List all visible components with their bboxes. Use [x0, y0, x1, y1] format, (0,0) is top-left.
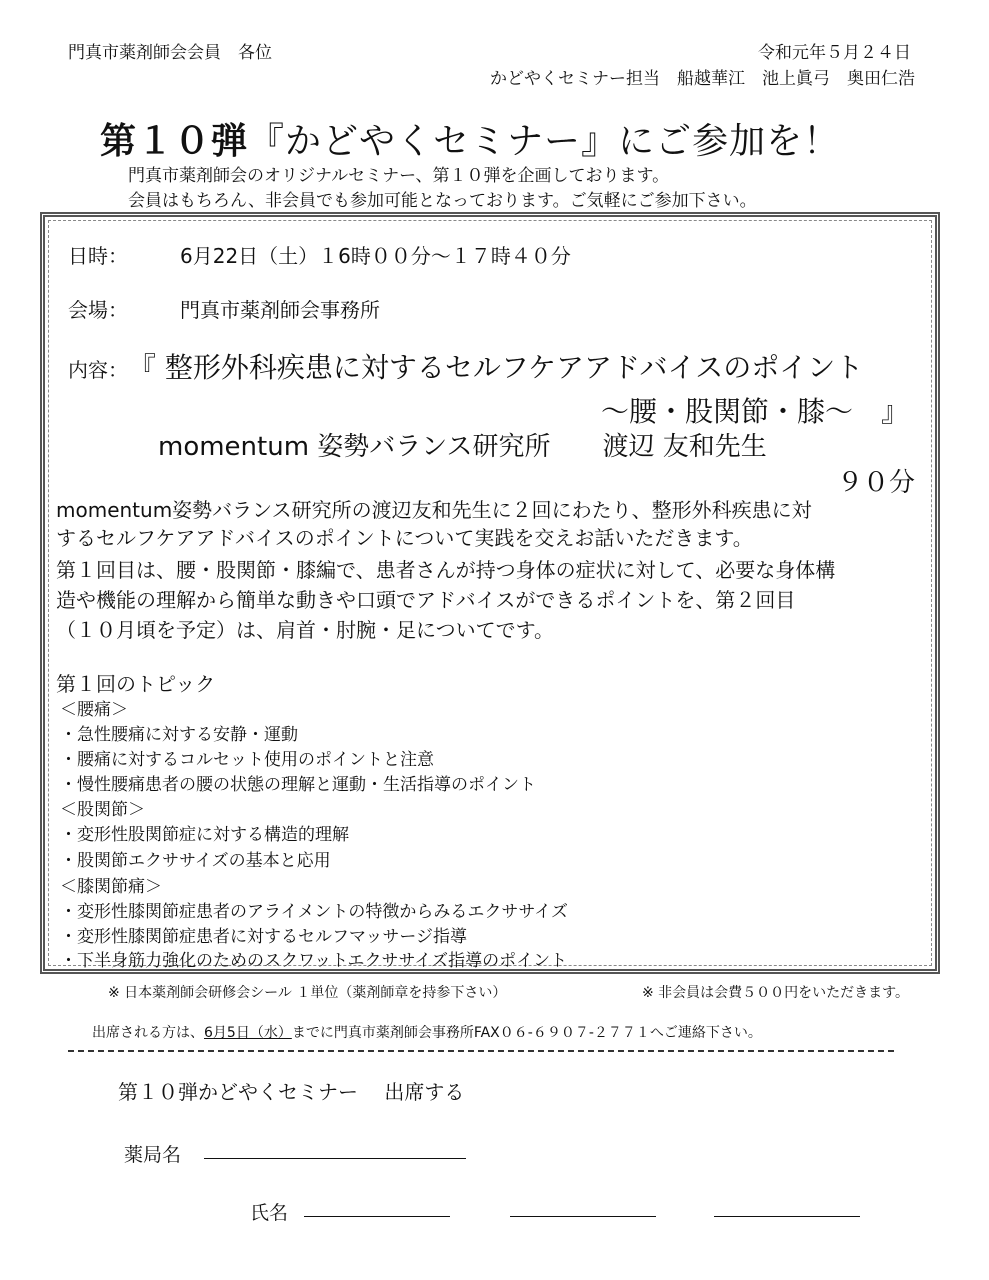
- title-suffix: にご参加を！: [618, 121, 841, 162]
- rsvp-suffix: までに門真市薬剤師会事務所FAX０６-６９０７-２７７１へご連絡下さい。: [291, 1025, 762, 1041]
- description-line-2: するセルフケアアドバイスのポイントについて実践を交えお話いただきます。: [56, 526, 753, 550]
- duration: ９０分: [836, 468, 915, 498]
- venue-label: 会場：: [68, 298, 128, 322]
- attendee-name-field-1[interactable]: [304, 1216, 450, 1217]
- topic-item: ・変形性膝関節症患者のアライメントの特徴からみるエクササイズ: [60, 902, 568, 922]
- description-line-5: （１０月頃を予定）は、肩首・肘腕・足についてです。: [56, 618, 554, 642]
- topic-item: ・変形性股関節症に対する構造的理解: [60, 825, 349, 845]
- content-title: 『 整形外科疾患に対するセルフケアアドバイスのポイント: [128, 351, 864, 384]
- page-title: [100, 113, 840, 164]
- title-name: かどやくセミナー: [285, 121, 582, 162]
- organizers: かどやくセミナー担当 船越華江 池上眞弓 奥田仁浩: [490, 69, 915, 89]
- form-title: 第１０弾かどやくセミナー 出席する: [118, 1080, 465, 1104]
- title-main: 第１０弾: [100, 121, 249, 162]
- description-line-4: 造や機能の理解から簡単な動きや口頭でアドバイスができるポイントを、第２回目: [56, 588, 796, 612]
- rsvp-prefix: 出席される方は、: [92, 1025, 204, 1041]
- content-label: 内容：: [68, 358, 128, 382]
- attendee-name-field-2[interactable]: [510, 1216, 656, 1217]
- topic-item: ＜膝関節痛＞: [60, 877, 162, 897]
- description-line-3: 第１回目は、腰・股関節・膝編で、患者さんが持つ身体の症状に対して、必要な身体構: [56, 558, 836, 582]
- rsvp-instruction: [92, 1022, 762, 1042]
- topic-item: ＜股関節＞: [60, 800, 145, 820]
- credit-note: ※ 日本薬剤師会研修会シール １単位（薬剤師章を持参下さい）: [108, 985, 507, 1001]
- topic-item: ・下半身筋力強化のためのスクワットエクササイズ指導のポイント: [60, 951, 568, 971]
- topics-heading: 第１回のトピック: [56, 672, 216, 696]
- intro-line-2: 会員はもちろん、非会員でも参加可能となっております。ご気軽にご参加下さい。: [128, 191, 757, 211]
- title-quote-open: 『: [248, 121, 286, 162]
- attendee-name-field-3[interactable]: [714, 1216, 860, 1217]
- intro-line-1: 門真市薬剤師会のオリジナルセミナー、第１０弾を企画しております。: [128, 166, 670, 186]
- cut-line-divider: [68, 1050, 894, 1052]
- venue-value: 門真市薬剤師会事務所: [180, 298, 380, 322]
- topic-item: ・腰痛に対するコルセット使用のポイントと注意: [60, 750, 434, 770]
- topic-item: ・変形性膝関節症患者に対するセルフマッサージ指導: [60, 927, 467, 947]
- pharmacy-label: 薬局名: [124, 1144, 182, 1166]
- datetime-label: 日時：: [68, 244, 128, 268]
- content-subtitle: ～腰・股関節・膝～ 』: [600, 395, 909, 428]
- datetime-value: 6月22日（土）１6時００分～１７時４０分: [180, 244, 571, 268]
- topic-item: ・慢性腰痛患者の腰の状態の理解と運動・生活指導のポイント: [60, 775, 536, 795]
- topic-item: ＜腰痛＞: [60, 700, 128, 720]
- fee-note: ※ 非会員は会費５００円をいただきます。: [641, 985, 909, 1001]
- topic-item: ・股関節エクササイズの基本と応用: [60, 851, 331, 871]
- topic-item: ・急性腰痛に対する安静・運動: [60, 725, 298, 745]
- title-quote-close: 』: [581, 121, 619, 162]
- addressee: 門真市薬剤師会会員 各位: [68, 43, 272, 63]
- pharmacy-name-field[interactable]: [204, 1158, 466, 1159]
- name-label: 氏名: [250, 1202, 289, 1224]
- rsvp-deadline-date: 6月5日（水）: [204, 1025, 292, 1041]
- speaker: momentum 姿勢バランス研究所 渡辺 友和先生: [158, 432, 767, 462]
- description-line-1: momentum姿勢バランス研究所の渡辺友和先生に２回にわたり、整形外科疾患に対: [56, 498, 812, 522]
- issue-date: 令和元年５月２４日: [758, 43, 911, 63]
